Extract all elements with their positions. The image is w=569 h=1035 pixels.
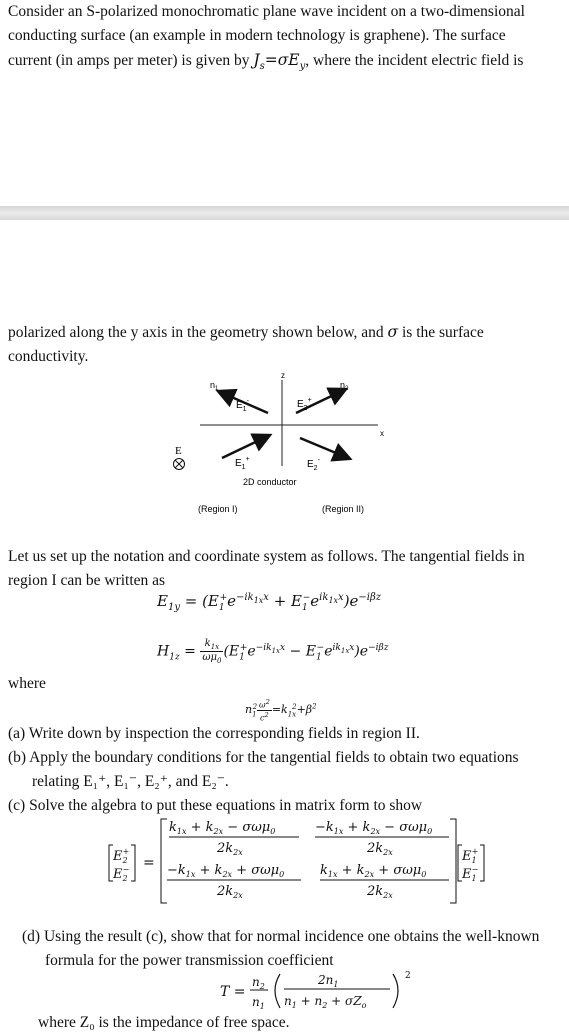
item-b-line-1: (b) Apply the boundary conditions for the tangential fields to obtain two equations: [8, 749, 519, 766]
intro-line-2: conducting surface (an example in modern technology is graphene). The surface: [8, 27, 506, 44]
svg-text:−k1x + k2x + σωμ0: $-k_{1x} + k_{2x} + \sigma\omega\mu_0$: [167, 863, 285, 879]
notation-paragraph: [8, 545, 568, 593]
dispersion-equation: $n_1^2$ $\frac{\omega^2}{c^2}$ $=k_{1x}^2+\beta^2$: [245, 698, 317, 723]
x-label: x: [380, 429, 384, 438]
svg-text:=: =: [143, 855, 155, 871]
e1-plus-label: $E_1^+$: [235, 456, 250, 471]
item-d-line-2: formula for the power transmission coefficient: [45, 952, 334, 969]
polarization-line-1: polarized along the y axis in the geometry shown below, and σ is the surface: [8, 323, 484, 341]
page-separator: [0, 206, 569, 220]
intro-line-1: Consider an S-polarized monochromatic plane wave incident on a two-dimensional: [8, 3, 525, 20]
z-label: z: [281, 371, 285, 380]
region-2-label: (Region II): [322, 504, 365, 514]
svg-text:−k1x + k2x − σωμ0: $-k_{1x} + k_{2x} - \sigma\omega\mu_0$: [315, 820, 433, 836]
svg-text:2k2x: $2k_{2x}$: [217, 841, 243, 857]
e-field-label: E: [175, 445, 182, 457]
item-a: (a) Write down by inspection the corresponding fields in region II.: [8, 725, 420, 742]
svg-text:2k2x: $2k_{2x}$: [217, 884, 243, 900]
polarization-line-2: conductivity.: [8, 348, 89, 365]
transmission-formula: [210, 966, 430, 1014]
svg-text:n2: $n_2$: [252, 975, 265, 991]
e2-minus-label: $E_2^-$: [307, 457, 320, 472]
notation-line-2: region I can be written as: [8, 572, 166, 589]
intro-paragraph: [8, 0, 568, 79]
h1z-equation: $H_{1z}$ = $\frac{k_{1x}}{\omega\mu_0}$ $(E_1^+e^{-ik_{1x}x} - E_1^-e^{ik_{1x}x})e^{-i\beta z}$: [157, 638, 389, 665]
svg-text:n1 + n2 + σZo: $n_1 + n_2 + \sigma Z_o$: [284, 994, 367, 1010]
geometry-figure: [150, 368, 430, 520]
svg-text:2k2x: $2k_{2x}$: [367, 841, 393, 857]
region-1-label: (Region I): [198, 504, 238, 514]
svg-text:n1: $n_1$: [252, 995, 265, 1011]
svg-text:k1x + k2x − σωμ0: $k_{1x} + k_{2x} - \sigma\omega\mu_0$: [169, 820, 276, 836]
svg-text:T =: T =: [220, 984, 246, 1000]
n2-label: $n_2$: [340, 380, 349, 392]
svg-text:E2−: $E_2-$: [113, 865, 130, 883]
e1y-equation: $E_{1y} = (E_1^+e^{-ik_{1x}x} + E_1^-e^{ik_{1x}x})e^{-i\beta z}$: [157, 592, 382, 613]
polarization-paragraph: [8, 320, 568, 369]
svg-text:2: 2: [405, 971, 411, 981]
notation-line-1: Let us set up the notation and coordinate system as follows. The tangential fields in: [8, 548, 525, 565]
e1-minus-label: $E_1^-$: [236, 398, 249, 413]
svg-text:E1+: $E_1+$: [462, 847, 479, 865]
n1-label: $n_1$: [210, 380, 219, 392]
e2-plus-label: $E_2^+$: [297, 397, 312, 412]
e2-minus-arrow: [300, 438, 348, 458]
item-d-line-3: where Z₀ is the impedance of free space.: [38, 1014, 290, 1031]
intro-line-3: current (in amps per meter) is given by $J_s=\sigma E_y$, where the incident electric field is: [8, 51, 524, 73]
item-d-line-1: (d) Using the result (c), show that for normal incidence one obtains the well-known: [22, 928, 540, 945]
svg-text:E1−: $E_1-$: [462, 865, 479, 883]
svg-text:E2+: $E_2+$: [113, 847, 130, 865]
matrix-equation: [105, 815, 525, 910]
item-b-line-2: relating E₁⁺, E₁⁻, E₂⁺, and E₂⁻.: [32, 773, 229, 790]
conductor-label: 2D conductor: [243, 477, 297, 487]
item-c: (c) Solve the algebra to put these equations in matrix form to show: [8, 797, 423, 814]
e1-plus-arrow: [222, 436, 268, 458]
where-label: where: [8, 675, 46, 692]
svg-text:k1x + k2x + σωμ0: $k_{1x} + k_{2x} + \sigma\omega\mu_0$: [320, 863, 427, 879]
svg-text:2k2x: $2k_{2x}$: [367, 884, 393, 900]
svg-text:2n1: $2n_1$: [318, 973, 339, 989]
